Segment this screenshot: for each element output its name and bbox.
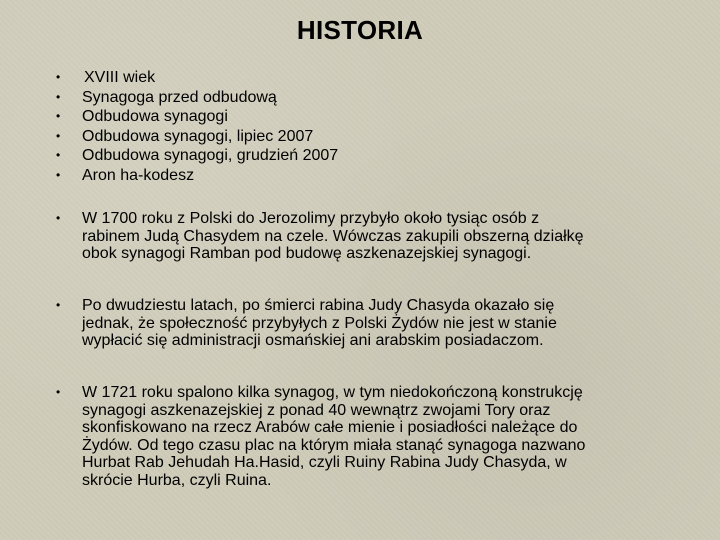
bullet-icon: • xyxy=(56,70,61,84)
list-item[interactable] xyxy=(56,146,596,166)
paragraph-list-3 xyxy=(56,384,596,489)
link-odbudowa-lipiec[interactable]: Odbudowa synagogi, lipiec 2007 xyxy=(82,127,314,145)
paragraph-text: W 1721 roku spalono kilka synagog, w tym niedokończoną konstrukcję synagogi aszkenazejskiej z ponad 40 wewnątrz zwojami Tory oraz skonfiskowano na rzecz Arabów całe mienie i posiadłości należące do Żydów. Od tego czasu plac na którym miała stanąć synagoga nazwano Hurbat Rab Jehudah Ha.Hasid, czyli Ruiny Rabina Judy Chasyda, w skrócie Hurba, czyli Ruina. xyxy=(82,384,586,489)
link-odbudowa-synagogi[interactable]: Odbudowa synagogi xyxy=(82,108,228,125)
page-title: HISTORIA xyxy=(296,15,424,45)
paragraph-item xyxy=(56,297,596,350)
paragraph-text: Po dwudziestu latach, po śmierci rabina Judy Chasyda okazało się jednak, że społeczność przybyłych z Polski Żydów nie jest w stanie wypłacić się administracji osmańskiej ani arabskim posiadaczom. xyxy=(82,297,557,349)
link-xviii-wiek[interactable]: XVIII wiek xyxy=(84,69,156,86)
paragraph-list-1 xyxy=(56,210,596,263)
bullet-icon: • xyxy=(56,298,61,312)
list-item[interactable] xyxy=(56,68,596,88)
list-item[interactable] xyxy=(56,88,596,108)
bullet-icon: • xyxy=(56,128,61,143)
link-list xyxy=(56,68,596,185)
bullet-icon: • xyxy=(56,109,61,123)
link-synagoga-przed-odbudowa[interactable]: Synagoga przed odbudową xyxy=(82,88,277,106)
link-odbudowa-grudzien[interactable]: Odbudowa synagogi, grudzień 2007 xyxy=(82,147,339,164)
list-item[interactable] xyxy=(56,127,596,147)
bullet-icon: • xyxy=(56,385,61,399)
list-item[interactable] xyxy=(56,107,596,127)
paragraph-item xyxy=(56,384,596,489)
list-item[interactable] xyxy=(56,166,596,186)
bullet-icon: • xyxy=(56,89,61,104)
paragraph-item xyxy=(56,210,596,263)
paragraph-text: W 1700 roku z Polski do Jerozolimy przybyło około tysiąc osób z rabinem Judą Chasydem na czele. Wówczas zakupili obszerną działkę obok synagogi Ramban pod budowę aszkenazejskiej synagogi. xyxy=(82,210,584,262)
bullet-icon: • xyxy=(56,148,61,162)
bullet-icon: • xyxy=(56,211,61,225)
paragraph-list-2 xyxy=(56,297,596,350)
link-aron-ha-kodesz[interactable]: Aron ha-kodesz xyxy=(82,166,195,184)
bullet-icon: • xyxy=(56,167,61,182)
